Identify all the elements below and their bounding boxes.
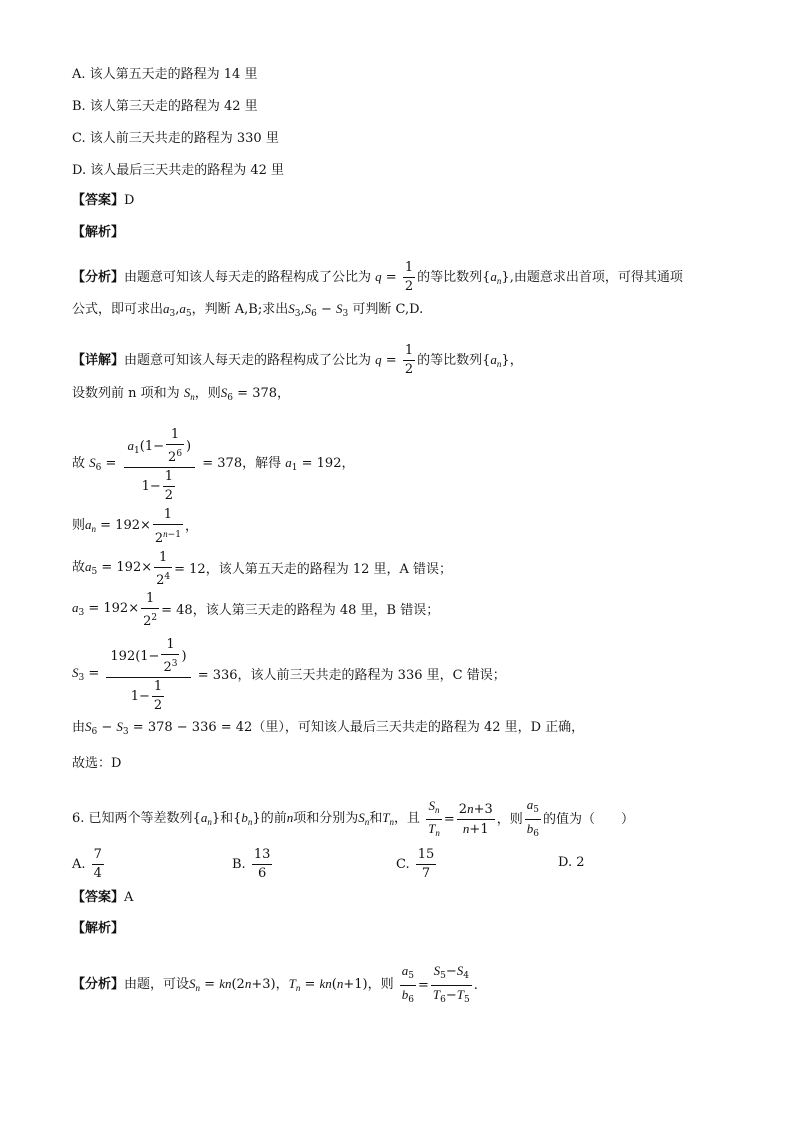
q6-option-a: A. $\frac{7}{4}$ — [72, 847, 102, 881]
q6-analysis-tag: 【解析】 — [72, 921, 125, 936]
analysis-tag: 【解析】 — [72, 225, 125, 240]
s3-formula: $S_3$ = 192(1− $\frac{1}{2^3}$ ) 1− $\frac{1}{2}$ = 336，该人前三天共走的路程为 336 里，C 错误； — [72, 637, 506, 713]
option-a: A. 该人第五天走的路程为 14 里 — [72, 67, 258, 82]
xiangjie-line-1: 【详解】由题意可知该人每天走的路程构成了公比为 q = $\frac{1}{2}$ 的等比数列$\{a_n\}$， — [72, 343, 523, 377]
a5-formula: 故$a_5 = 192\times$ $\frac{1}{2^4}$ = 12，该人第五天走的路程为 12 里，A 错误； — [72, 550, 453, 588]
q6-option-d: D. 2 — [558, 855, 585, 870]
q6-fenxi: 【分析】由题，可设$S_n = kn(2n+3)$，$T_n = kn(n+1)$，则 $\frac{a_5}{b_6}$ = $\frac{S_5-S_4}{T_6-T_5}$ . — [72, 963, 478, 1005]
option-d: D. 该人最后三天共走的路程为 42 里 — [72, 163, 285, 178]
answer-value: D — [124, 193, 135, 208]
final-step: 由$S_6 - S_3 = 378 - 336 = 42$（里），可知该人最后三天共走的路程为 42 里，D 正确， — [72, 719, 585, 737]
fenxi-line-1: 【分析】由题意可知该人每天走的路程构成了公比为 q = $\frac{1}{2}$ 的等比数列$\{a_n\}$,由题意求出首项，可得其通项 — [72, 260, 683, 294]
sum-definition: 设数列前 n 项和为 $S_n$，则$S_6 = 378$， — [72, 385, 291, 403]
answer-line — [72, 192, 134, 210]
q6-answer: 【答案】A — [72, 890, 134, 905]
option-b: B. 该人第三天走的路程为 42 里 — [72, 99, 258, 114]
q6-option-b: B. $\frac{13}{6}$ — [232, 847, 271, 881]
an-formula: 则$a_n = 192\times$ $\frac{1}{2^{n-1}}$ ， — [72, 507, 198, 546]
answer-tag: 【答案】 — [72, 193, 125, 208]
choose-line: 故选：D — [72, 756, 122, 771]
a3-formula: $a_3 = 192\times$ $\frac{1}{2^2}$ = 48，该人第三天走的路程为 48 里，B 错误； — [72, 591, 440, 629]
fenxi-line-2: 公式，即可求出$a_3,a_5$，判断 A,B;求出$S_3,S_6 - S_3$ 可判断 C,D. — [72, 301, 424, 319]
option-c: C. 该人前三天共走的路程为 330 里 — [72, 131, 279, 146]
s6-formula: 故 $S_6$ = $a_1(1-$ $\frac{1}{2^6}$ ) 1− $\frac{1}{2}$ = 378，解得 $a_1 = 192$， — [72, 427, 355, 503]
q6-stem: 6. 已知两个等差数列$\{a_n\}$和$\{b_n\}$的前n项和分别为$S_n$和$T_n$，且 $\frac{S_n}{T_n}$ = $\frac{2n+3}{n+1}$ ，则 $\frac{a_5}{b_6}$ 的值为（ ） — [72, 797, 634, 839]
fraction-one-half: $\frac{1}{2}$ — [404, 260, 414, 294]
q6-option-c: C. $\frac{15}{7}$ — [396, 847, 435, 881]
